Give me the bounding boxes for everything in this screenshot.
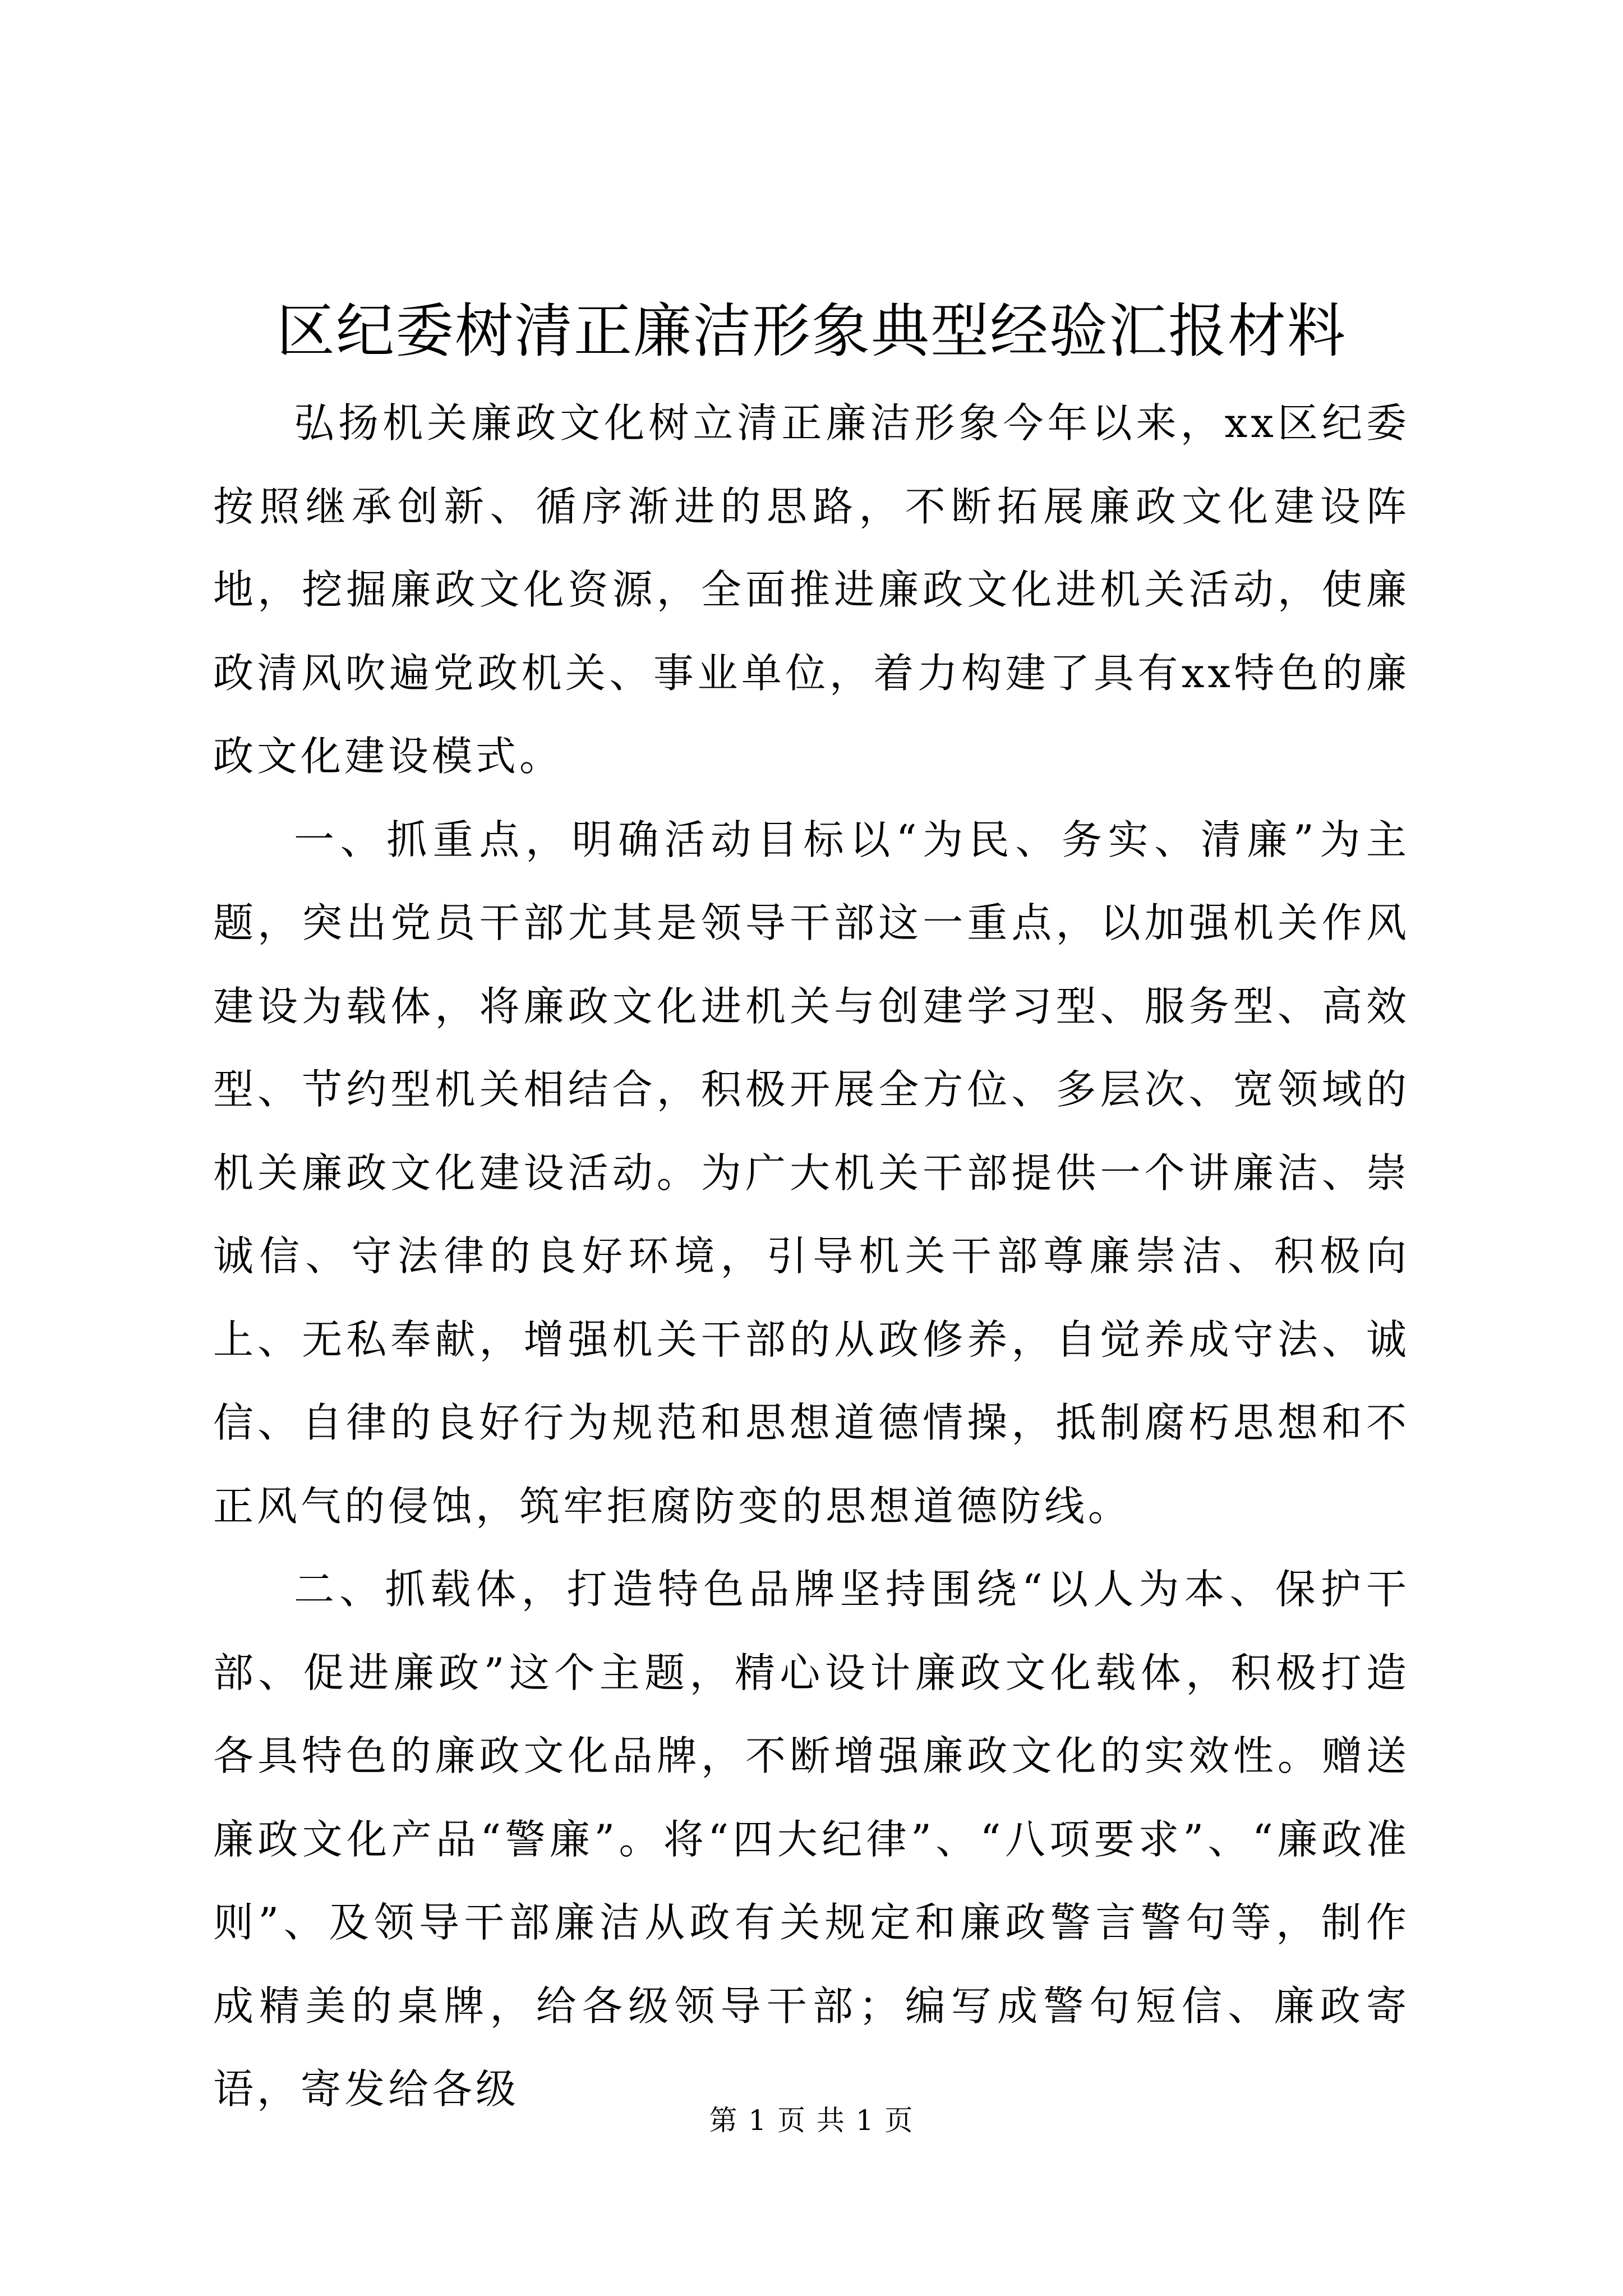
paragraph-section-2: 二、抓载体，打造特色品牌坚持围绕“以人为本、保护干部、促进廉政”这个主题，精心设计廉政文化载体，积极打造各具特色的廉政文化品牌，不断增强廉政文化的实效性。赠送廉政文化产品“警廉”。将“四大纪律”、“八项要求”、“廉政准则”、及领导干部廉洁从政有关规定和廉政警言警句等，制作成精美的桌牌，给各级领导干部；编写成警句短信、廉政寄语，寄发给各级 [213, 1566, 1410, 2113]
page-footer: 第 1 页 共 1 页 [709, 2104, 914, 2137]
document-title: 区纪委树清正廉洁形象典型经验汇报材料 [276, 297, 1347, 365]
paragraph-intro: 弘扬机关廉政文化树立清正廉洁形象今年以来，xx区纪委按照继承创新、循序渐进的思路，不断拓展廉政文化建设阵地，挖掘廉政文化资源，全面推进廉政文化进机关活动，使廉政清风吹遍党政机关、事业单位，着力构建了具有xx特色的廉政文化建设模式。 [213, 399, 1410, 780]
document-body [213, 381, 1410, 2131]
paragraph-section-1: 一、抓重点，明确活动目标以“为民、务实、清廉”为主题，突出党员干部尤其是领导干部这一重点，以加强机关作风建设为载体，将廉政文化进机关与创建学习型、服务型、高效型、节约型机关相结合，积极开展全方位、多层次、宽领域的机关廉政文化建设活动。为广大机关干部提供一个讲廉洁、崇诚信、守法律的良好环境，引导机关干部尊廉崇洁、积极向上、无私奉献，增强机关干部的从政修养，自觉养成守法、诚信、自律的良好行为规范和思想道德情操，抵制腐朽思想和不正风气的侵蚀，筑牢拒腐防变的思想道德防线。 [213, 816, 1410, 1530]
